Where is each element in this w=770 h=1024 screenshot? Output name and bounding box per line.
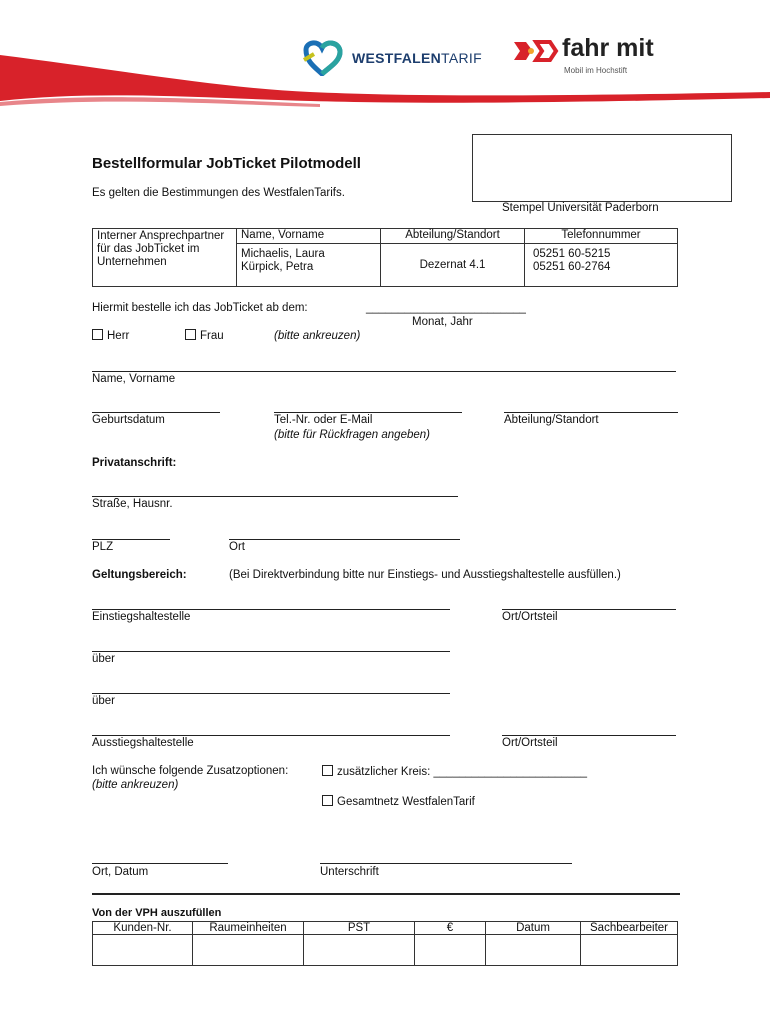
exit-stop-field-line[interactable] xyxy=(92,735,450,736)
birthdate-field-line[interactable] xyxy=(92,412,220,413)
phone-email-field-line[interactable] xyxy=(274,412,462,413)
contact-label: Interner Ansprechpartner für das JobTicket im Unternehmen xyxy=(97,230,225,268)
phone-email-label: Tel.-Nr. oder E-Mail xyxy=(274,414,373,426)
heart-logo-icon xyxy=(300,40,348,76)
via-field-line-2[interactable] xyxy=(92,693,450,694)
validity-hint: (Bei Direktverbindung bitte nur Einstiegs- und Ausstiegshaltestelle ausfüllen.) xyxy=(229,569,621,581)
divider xyxy=(92,893,680,895)
vph-cell[interactable] xyxy=(486,935,581,966)
via-label-1: über xyxy=(92,653,116,665)
herr-label: Herr xyxy=(107,330,130,342)
form-title: Bestellformular JobTicket Pilotmodell xyxy=(92,155,361,172)
town-field-line-2[interactable] xyxy=(502,735,676,736)
checkbox-herr[interactable] xyxy=(92,329,103,340)
options-hint: (bitte ankreuzen) xyxy=(92,779,179,791)
month-year-line[interactable]: _________________________ xyxy=(366,302,526,314)
frau-label: Frau xyxy=(200,330,224,342)
table-row xyxy=(93,935,678,966)
extra-district-label: zusätzlicher Kreis: ________________________ xyxy=(337,766,588,778)
signature-label: Unterschrift xyxy=(320,866,379,878)
salutation-herr[interactable] xyxy=(92,329,129,342)
name-label: Name, Vorname xyxy=(92,373,176,385)
options-text: Ich wünsche folgende Zusatzoptionen: xyxy=(92,765,289,777)
vph-col-customer-no: Kunden-Nr. xyxy=(93,922,193,935)
stamp-label: Stempel Universität Paderborn xyxy=(502,202,659,214)
westfalentarif-logo xyxy=(300,40,480,76)
contact-table xyxy=(92,228,678,287)
city-field-line[interactable] xyxy=(229,539,460,540)
validity-heading: Geltungsbereich: xyxy=(92,569,187,581)
entry-stop-field-line[interactable] xyxy=(92,609,450,610)
vph-col-euro: € xyxy=(415,922,486,935)
order-text: Hiermit bestelle ich das JobTicket ab dem: xyxy=(92,302,308,314)
vph-col-date: Datum xyxy=(486,922,581,935)
contact-name-2: Kürpick, Petra xyxy=(241,261,314,273)
contact-names xyxy=(237,244,381,287)
logo-westfalen-text: WESTFALENTARIF xyxy=(352,50,482,66)
contact-phones xyxy=(525,244,678,287)
table-row xyxy=(93,922,678,935)
street-label: Straße, Hausnr. xyxy=(92,498,173,510)
zip-field-line[interactable] xyxy=(92,539,170,540)
logo-tagline: Mobil im Hochstift xyxy=(564,66,628,75)
place-date-field-line[interactable] xyxy=(92,863,228,864)
form-subtitle: Es gelten die Bestimmungen des WestfalenTarifs. xyxy=(92,187,345,199)
contact-phone-1: 05251 60-5215 xyxy=(533,248,611,260)
header-name: Name, Vorname xyxy=(237,229,381,244)
signature-field-line[interactable] xyxy=(320,863,572,864)
checkbox-extra-district[interactable] xyxy=(322,765,333,776)
exit-stop-label: Ausstiegshaltestelle xyxy=(92,737,194,749)
private-address-heading: Privatanschrift: xyxy=(92,457,177,469)
contact-label-cell xyxy=(93,229,237,287)
entry-stop-label: Einstiegshaltestelle xyxy=(92,611,191,623)
phone-email-hint: (bitte für Rückfragen angeben) xyxy=(274,429,430,441)
department-label: Abteilung/Standort xyxy=(504,414,599,426)
contact-phone-2: 05251 60-2764 xyxy=(533,261,611,273)
vph-table xyxy=(92,921,678,966)
vph-heading: Von der VPH auszufüllen xyxy=(92,907,222,919)
option-full-network[interactable] xyxy=(322,795,475,808)
town-label-1: Ort/Ortsteil xyxy=(502,611,558,623)
place-date-label: Ort, Datum xyxy=(92,866,149,878)
option-extra-district[interactable] xyxy=(322,765,587,778)
vph-cell[interactable] xyxy=(304,935,415,966)
tick-hint: (bitte ankreuzen) xyxy=(274,330,361,342)
logo-fahr-mit-text: fahr mit xyxy=(562,34,654,62)
contact-department: Dezernat 4.1 xyxy=(381,244,525,287)
department-field-line[interactable] xyxy=(504,412,678,413)
stamp-box xyxy=(472,134,732,202)
contact-name-1: Michaelis, Laura xyxy=(241,248,325,260)
vph-cell[interactable] xyxy=(415,935,486,966)
vph-col-pst: PST xyxy=(304,922,415,935)
vph-col-clerk: Sachbearbeiter xyxy=(581,922,678,935)
header-department: Abteilung/Standort xyxy=(381,229,525,244)
zip-label: PLZ xyxy=(92,541,114,553)
salutation-frau[interactable] xyxy=(185,329,224,342)
checkbox-full-network[interactable] xyxy=(322,795,333,806)
month-year-label: Monat, Jahr xyxy=(412,316,473,328)
checkbox-frau[interactable] xyxy=(185,329,196,340)
town-label-2: Ort/Ortsteil xyxy=(502,737,558,749)
vph-cell[interactable] xyxy=(193,935,304,966)
fahr-mit-logo xyxy=(510,32,670,78)
table-row xyxy=(93,229,678,244)
header-phone: Telefonnummer xyxy=(525,229,678,244)
city-label: Ort xyxy=(229,541,245,553)
birthdate-label: Geburtsdatum xyxy=(92,414,165,426)
full-network-label: Gesamtnetz WestfalenTarif xyxy=(337,796,475,808)
via-field-line-1[interactable] xyxy=(92,651,450,652)
vph-cell[interactable] xyxy=(93,935,193,966)
street-field-line[interactable] xyxy=(92,496,458,497)
name-field-line[interactable] xyxy=(92,371,676,372)
via-label-2: über xyxy=(92,695,116,707)
vph-col-units: Raumeinheiten xyxy=(193,922,304,935)
fahr-mit-mark-icon xyxy=(510,36,560,66)
town-field-line-1[interactable] xyxy=(502,609,676,610)
vph-cell[interactable] xyxy=(581,935,678,966)
